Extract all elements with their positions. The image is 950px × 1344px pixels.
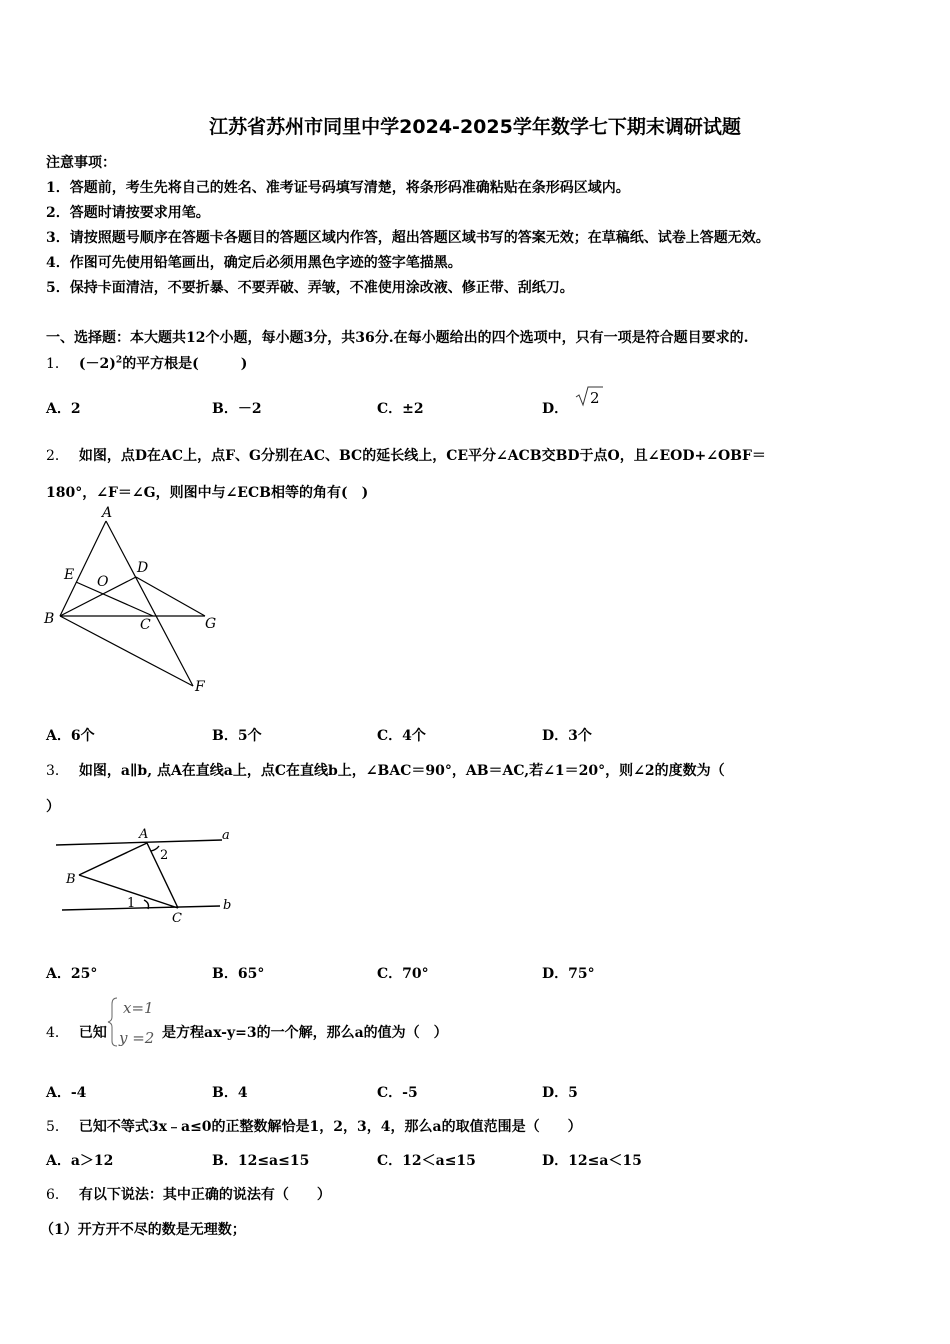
option-a: A．a＞12 [46, 1153, 114, 1169]
label-line-a: a [222, 828, 230, 843]
label-a: A [102, 505, 113, 521]
question-3-line2: ） [46, 799, 60, 815]
question-5: 5． 已知不等式3x﹣a≤0的正整数解恰是1，2，3，4，那么a的取值范围是（ ） [46, 1119, 582, 1135]
label-f: F [195, 679, 205, 695]
option-a: A．25° [46, 966, 98, 982]
question-6-item-1: （1）开方开不尽的数是无理数； [40, 1222, 246, 1238]
question-4-text: 是方程ax-y=3的一个解，那么a的值为（ ） [162, 1025, 448, 1041]
question-4-prefix: 4． 已知 [46, 1025, 107, 1041]
sqrt-two-expression [574, 384, 604, 408]
question-3: 3． 如图，a∥b, 点A在直线a上，点C在直线b上，∠BAC＝90°，AB＝AC,若∠1＝20°，则∠2的度数为（ [46, 763, 725, 779]
label-a-point: A [139, 827, 149, 842]
equation-system [106, 995, 164, 1049]
equation-2: y =2 [119, 1029, 155, 1047]
notice-item: 2．答题时请按要求用笔。 [46, 205, 210, 221]
segment-af [106, 521, 193, 686]
option-c: C．70° [377, 966, 429, 982]
question-number: 6． [46, 1187, 69, 1203]
label-o: O [97, 574, 109, 590]
label-b-point: B [66, 872, 76, 887]
label-line-b: b [223, 898, 232, 913]
label-c: C [140, 617, 151, 633]
question-2: 2． 如图，点D在AC上，点F、G分别在AC、BC的延长线上，CE平分∠ACB交BD于点O，且∠EOD+∠OBF＝ [46, 448, 766, 464]
question-6: 6． 有以下说法：其中正确的说法有（ ） [46, 1187, 331, 1203]
sqrt-radicand: 2 [590, 389, 600, 407]
option-d: D．5 [542, 1085, 578, 1101]
label-b: B [44, 611, 55, 627]
equation-1: x=1 [123, 999, 154, 1017]
notice-item: 5．保持卡面清洁，不要折暴、不要弄破、弄皱，不准使用涂改液、修正带、刮纸刀。 [46, 280, 574, 296]
option-a: A．-4 [46, 1085, 87, 1101]
parallel-lines-figure [50, 820, 250, 930]
line-b [62, 906, 220, 910]
label-g: G [205, 616, 217, 632]
option-a: A．6个 [46, 728, 95, 744]
option-b: B．12≤a≤15 [212, 1153, 310, 1169]
option-b: B．65° [212, 966, 265, 982]
angle-2-arc [151, 846, 159, 851]
option-d: D．75° [542, 966, 595, 982]
option-d: D．12≤a＜15 [542, 1153, 642, 1169]
notice-item: 3．请按照题号顺序在答题卡各题目的答题区域内作答，超出答题区域书写的答案无效；在草稿纸、试卷上答题无效。 [46, 230, 770, 246]
question-1: 1． $(-2)^2$的平方根是( ) [46, 355, 248, 372]
label-d: D [137, 560, 149, 576]
section-heading: 一、选择题：本大题共12个小题，每小题3分，共36分.在每小题给出的四个选项中，只有一项是符合题目要求的. [46, 330, 749, 346]
label-c-point: C [172, 911, 182, 926]
option-c: C．4个 [377, 728, 426, 744]
option-b: B．4 [212, 1085, 248, 1101]
page-title: 江苏省苏州市同里中学2024-2025学年数学七下期末调研试题 [209, 116, 741, 138]
question-2-line2: 180°，∠F＝∠G，则图中与∠ECB相等的角有( ) [46, 485, 369, 501]
segment-ab [79, 843, 147, 875]
option-b: B．5个 [212, 728, 262, 744]
notice-heading: 注意事项： [46, 155, 116, 171]
option-a: A．2 [46, 401, 81, 417]
question-number: 2． [46, 448, 69, 464]
segment-bf [60, 616, 193, 686]
question-number: 3． [46, 763, 69, 779]
question-number: 4． [46, 1025, 69, 1041]
triangle-figure [40, 505, 230, 700]
option-c: C．-5 [377, 1085, 418, 1101]
option-d: D．3个 [542, 728, 592, 744]
question-number: 5． [46, 1119, 69, 1135]
option-b: B．－2 [212, 401, 262, 417]
notice-item: 4．作图可先使用铅笔画出，确定后必须用黑色字迹的签字笔描黑。 [46, 255, 462, 271]
option-d: D． [542, 401, 569, 417]
notice-item: 1．答题前，考生先将自己的姓名、准考证号码填写清楚，将条形码准确粘贴在条形码区域内。 [46, 180, 630, 196]
option-c: C．12＜a≤15 [377, 1153, 476, 1169]
label-e: E [64, 567, 75, 583]
label-angle-1: 1 [127, 896, 136, 911]
question-number: 1． [46, 356, 69, 372]
label-angle-2: 2 [160, 848, 169, 863]
option-c: C．±2 [377, 401, 424, 417]
